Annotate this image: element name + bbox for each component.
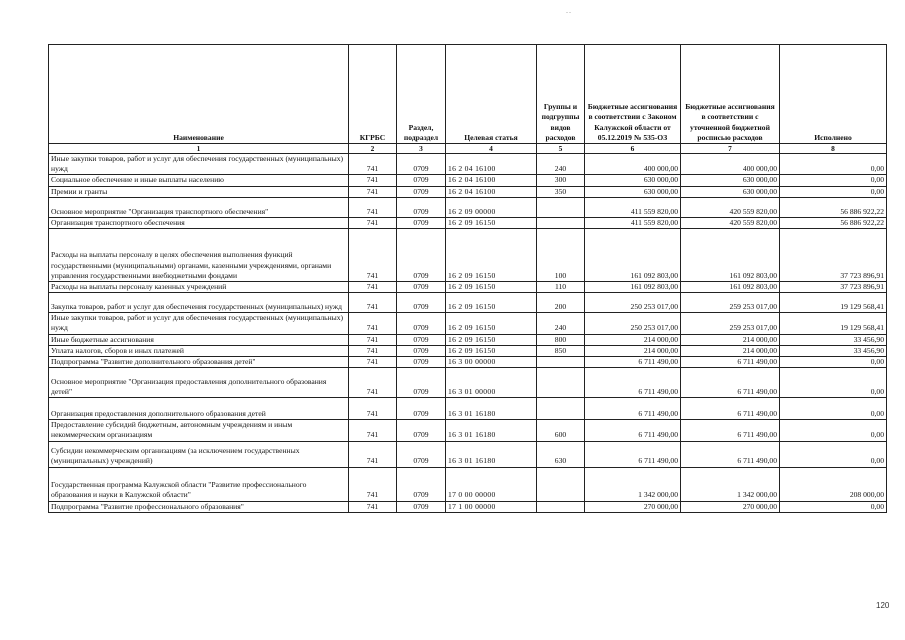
- row-section: 0709: [397, 186, 446, 197]
- row-kgrbs: 741: [349, 420, 397, 441]
- row-refined-allocation: 214 000,00: [681, 345, 780, 356]
- row-refined-allocation: 420 559 820,00: [681, 217, 780, 228]
- row-section: 0709: [397, 175, 446, 186]
- table-body: [49, 154, 887, 513]
- column-number: 1: [49, 144, 349, 154]
- row-law-allocation: 270 000,00: [585, 501, 681, 512]
- table-row: [49, 501, 887, 512]
- row-law-allocation: 411 559 820,00: [585, 217, 681, 228]
- row-name: Расходы на выплаты персоналу казенных учреждений: [49, 282, 349, 293]
- row-article: 16 3 01 16180: [446, 420, 537, 441]
- row-refined-allocation: 161 092 803,00: [681, 282, 780, 293]
- row-kgrbs: 741: [349, 398, 397, 420]
- row-refined-allocation: 6 711 490,00: [681, 357, 780, 368]
- row-article: 16 2 09 00000: [446, 197, 537, 217]
- row-refined-allocation: 214 000,00: [681, 334, 780, 345]
- row-kgrbs: 741: [349, 368, 397, 398]
- row-article: 16 2 09 16150: [446, 334, 537, 345]
- row-executed: 0,00: [780, 420, 887, 441]
- row-executed: 19 129 568,41: [780, 313, 887, 334]
- table-row: [49, 441, 887, 467]
- row-executed: 33 456,90: [780, 345, 887, 356]
- row-name: Иные закупки товаров, работ и услуг для обеспечения государственных (муниципальных) нужд: [49, 313, 349, 334]
- row-law-allocation: 250 253 017,00: [585, 313, 681, 334]
- table-row: [49, 467, 887, 501]
- budget-table: [48, 44, 887, 513]
- header-row: [49, 45, 887, 144]
- row-refined-allocation: 270 000,00: [681, 501, 780, 512]
- row-group: [537, 467, 585, 501]
- row-law-allocation: 161 092 803,00: [585, 282, 681, 293]
- row-section: 0709: [397, 293, 446, 313]
- row-article: 16 2 09 16150: [446, 313, 537, 334]
- row-executed: 0,00: [780, 357, 887, 368]
- row-section: 0709: [397, 345, 446, 356]
- row-article: 17 1 00 00000: [446, 501, 537, 512]
- row-name: Подпрограмма "Развитие профессионального образования": [49, 501, 349, 512]
- column-number: 5: [537, 144, 585, 154]
- row-refined-allocation: 6 711 490,00: [681, 368, 780, 398]
- row-article: 16 2 04 16100: [446, 154, 537, 175]
- row-kgrbs: 741: [349, 313, 397, 334]
- row-executed: 0,00: [780, 154, 887, 175]
- row-executed: 56 886 922,22: [780, 197, 887, 217]
- row-law-allocation: 214 000,00: [585, 334, 681, 345]
- row-refined-allocation: 400 000,00: [681, 154, 780, 175]
- column-number: 3: [397, 144, 446, 154]
- row-refined-allocation: 6 711 490,00: [681, 420, 780, 441]
- row-name: Государственная программа Калужской области "Развитие профессионального образования и науки в Калужской области": [49, 467, 349, 501]
- header-name: Наименование: [49, 45, 349, 144]
- row-law-allocation: 250 253 017,00: [585, 293, 681, 313]
- row-article: 16 3 01 00000: [446, 368, 537, 398]
- row-group: 240: [537, 313, 585, 334]
- row-law-allocation: 6 711 490,00: [585, 357, 681, 368]
- row-group: 850: [537, 345, 585, 356]
- row-section: 0709: [397, 229, 446, 282]
- row-group: [537, 217, 585, 228]
- table-row: [49, 197, 887, 217]
- table-row: [49, 293, 887, 313]
- row-kgrbs: 741: [349, 217, 397, 228]
- row-kgrbs: 741: [349, 229, 397, 282]
- row-section: 0709: [397, 420, 446, 441]
- row-name: Субсидии некоммерческим организациям (за исключением государственных (муниципальных) учреждений): [49, 441, 349, 467]
- row-kgrbs: 741: [349, 175, 397, 186]
- row-refined-allocation: 259 253 017,00: [681, 313, 780, 334]
- row-law-allocation: 630 000,00: [585, 175, 681, 186]
- row-kgrbs: 741: [349, 357, 397, 368]
- row-group: 200: [537, 293, 585, 313]
- table-row: [49, 175, 887, 186]
- row-section: 0709: [397, 282, 446, 293]
- row-group: 100: [537, 229, 585, 282]
- row-section: 0709: [397, 501, 446, 512]
- row-group: 300: [537, 175, 585, 186]
- row-section: 0709: [397, 334, 446, 345]
- row-group: 800: [537, 334, 585, 345]
- row-section: 0709: [397, 441, 446, 467]
- header-kgrbs: КГРБС: [349, 45, 397, 144]
- row-law-allocation: 161 092 803,00: [585, 229, 681, 282]
- row-kgrbs: 741: [349, 293, 397, 313]
- column-number: 6: [585, 144, 681, 154]
- row-executed: 33 456,90: [780, 334, 887, 345]
- header-section: Раздел, подраздел: [397, 45, 446, 144]
- table-row: [49, 217, 887, 228]
- column-number: 4: [446, 144, 537, 154]
- row-group: [537, 398, 585, 420]
- row-section: 0709: [397, 197, 446, 217]
- row-kgrbs: 741: [349, 345, 397, 356]
- row-name: Премии и гранты: [49, 186, 349, 197]
- row-section: 0709: [397, 154, 446, 175]
- row-article: 16 3 00 00000: [446, 357, 537, 368]
- row-article: 16 2 04 16100: [446, 186, 537, 197]
- row-kgrbs: 741: [349, 282, 397, 293]
- row-executed: 0,00: [780, 441, 887, 467]
- row-executed: 0,00: [780, 501, 887, 512]
- row-group: 240: [537, 154, 585, 175]
- header-refined-allocation: Бюджетные ассигнования в соответствии с уточненной бюджетной росписью расходов: [681, 45, 780, 144]
- row-law-allocation: 6 711 490,00: [585, 441, 681, 467]
- row-refined-allocation: 630 000,00: [681, 186, 780, 197]
- row-article: 16 2 04 16100: [446, 175, 537, 186]
- row-article: 17 0 00 00000: [446, 467, 537, 501]
- row-kgrbs: 741: [349, 501, 397, 512]
- row-article: 16 3 01 16180: [446, 398, 537, 420]
- row-group: 630: [537, 441, 585, 467]
- column-number: 8: [780, 144, 887, 154]
- scan-mark: ..: [566, 6, 572, 15]
- table-row: [49, 368, 887, 398]
- row-executed: 56 886 922,22: [780, 217, 887, 228]
- row-name: Социальное обеспечение и иные выплаты населению: [49, 175, 349, 186]
- row-refined-allocation: 259 253 017,00: [681, 293, 780, 313]
- row-name: Основное мероприятие "Организация транспортного обеспечения": [49, 197, 349, 217]
- row-name: Иные закупки товаров, работ и услуг для обеспечения государственных (муниципальных) нужд: [49, 154, 349, 175]
- table-row: [49, 282, 887, 293]
- row-executed: 0,00: [780, 186, 887, 197]
- row-name: Расходы на выплаты персоналу в целях обеспечения выполнения функций государственными (муниципальными) органами, казенными учреждениями, органами управления государственными внебюджетными фондами: [49, 229, 349, 282]
- row-executed: 0,00: [780, 175, 887, 186]
- row-kgrbs: 741: [349, 467, 397, 501]
- row-law-allocation: 6 711 490,00: [585, 420, 681, 441]
- row-name: Иные бюджетные ассигнования: [49, 334, 349, 345]
- row-article: 16 2 09 16150: [446, 345, 537, 356]
- header-law-allocation: Бюджетные ассигнования в соответствии с Законом Калужской области от 05.12.2019 № 535-ОЗ: [585, 45, 681, 144]
- row-refined-allocation: 630 000,00: [681, 175, 780, 186]
- table-row: [49, 313, 887, 334]
- row-law-allocation: 214 000,00: [585, 345, 681, 356]
- row-kgrbs: 741: [349, 186, 397, 197]
- row-section: 0709: [397, 368, 446, 398]
- row-kgrbs: 741: [349, 334, 397, 345]
- table-row: [49, 398, 887, 420]
- row-section: 0709: [397, 357, 446, 368]
- header-executed: Исполнено: [780, 45, 887, 144]
- row-law-allocation: 1 342 000,00: [585, 467, 681, 501]
- table-row: [49, 229, 887, 282]
- row-law-allocation: 400 000,00: [585, 154, 681, 175]
- row-group: 600: [537, 420, 585, 441]
- row-article: 16 3 01 16180: [446, 441, 537, 467]
- row-group: [537, 368, 585, 398]
- row-law-allocation: 630 000,00: [585, 186, 681, 197]
- row-executed: 0,00: [780, 398, 887, 420]
- row-section: 0709: [397, 467, 446, 501]
- row-kgrbs: 741: [349, 154, 397, 175]
- row-name: Организация транспортного обеспечения: [49, 217, 349, 228]
- row-article: 16 2 09 16150: [446, 293, 537, 313]
- row-refined-allocation: 1 342 000,00: [681, 467, 780, 501]
- column-number: 7: [681, 144, 780, 154]
- header-group: Группы и подгруппы видов расходов: [537, 45, 585, 144]
- row-name: Предоставление субсидий бюджетным, автономным учреждениям и иным некоммерческим организациям: [49, 420, 349, 441]
- row-name: Подпрограмма "Развитие дополнительного образования детей": [49, 357, 349, 368]
- row-executed: 37 723 896,91: [780, 229, 887, 282]
- row-group: [537, 501, 585, 512]
- row-kgrbs: 741: [349, 441, 397, 467]
- row-name: Закупка товаров, работ и услуг для обеспечения государственных (муниципальных) нужд: [49, 293, 349, 313]
- row-law-allocation: 6 711 490,00: [585, 398, 681, 420]
- column-number: 2: [349, 144, 397, 154]
- header-article: Целевая статья: [446, 45, 537, 144]
- row-executed: 208 000,00: [780, 467, 887, 501]
- table-row: [49, 186, 887, 197]
- row-section: 0709: [397, 217, 446, 228]
- page-number: 120: [876, 601, 890, 610]
- row-group: 350: [537, 186, 585, 197]
- table-row: [49, 154, 887, 175]
- table-row: [49, 357, 887, 368]
- row-executed: 19 129 568,41: [780, 293, 887, 313]
- row-refined-allocation: 161 092 803,00: [681, 229, 780, 282]
- row-kgrbs: 741: [349, 197, 397, 217]
- row-section: 0709: [397, 313, 446, 334]
- column-number-row: [49, 144, 887, 154]
- row-article: 16 2 09 16150: [446, 229, 537, 282]
- row-group: [537, 357, 585, 368]
- row-article: 16 2 09 16150: [446, 217, 537, 228]
- row-name: Основное мероприятие "Организация предоставления дополнительного образования детей": [49, 368, 349, 398]
- row-refined-allocation: 420 559 820,00: [681, 197, 780, 217]
- row-name: Организация предоставления дополнительного образования детей: [49, 398, 349, 420]
- row-group: [537, 197, 585, 217]
- row-law-allocation: 6 711 490,00: [585, 368, 681, 398]
- row-section: 0709: [397, 398, 446, 420]
- row-name: Уплата налогов, сборов и иных платежей: [49, 345, 349, 356]
- table-row: [49, 334, 887, 345]
- row-refined-allocation: 6 711 490,00: [681, 398, 780, 420]
- table-row: [49, 345, 887, 356]
- table-row: [49, 420, 887, 441]
- row-executed: 0,00: [780, 368, 887, 398]
- row-refined-allocation: 6 711 490,00: [681, 441, 780, 467]
- row-law-allocation: 411 559 820,00: [585, 197, 681, 217]
- row-group: 110: [537, 282, 585, 293]
- row-article: 16 2 09 16150: [446, 282, 537, 293]
- row-executed: 37 723 896,91: [780, 282, 887, 293]
